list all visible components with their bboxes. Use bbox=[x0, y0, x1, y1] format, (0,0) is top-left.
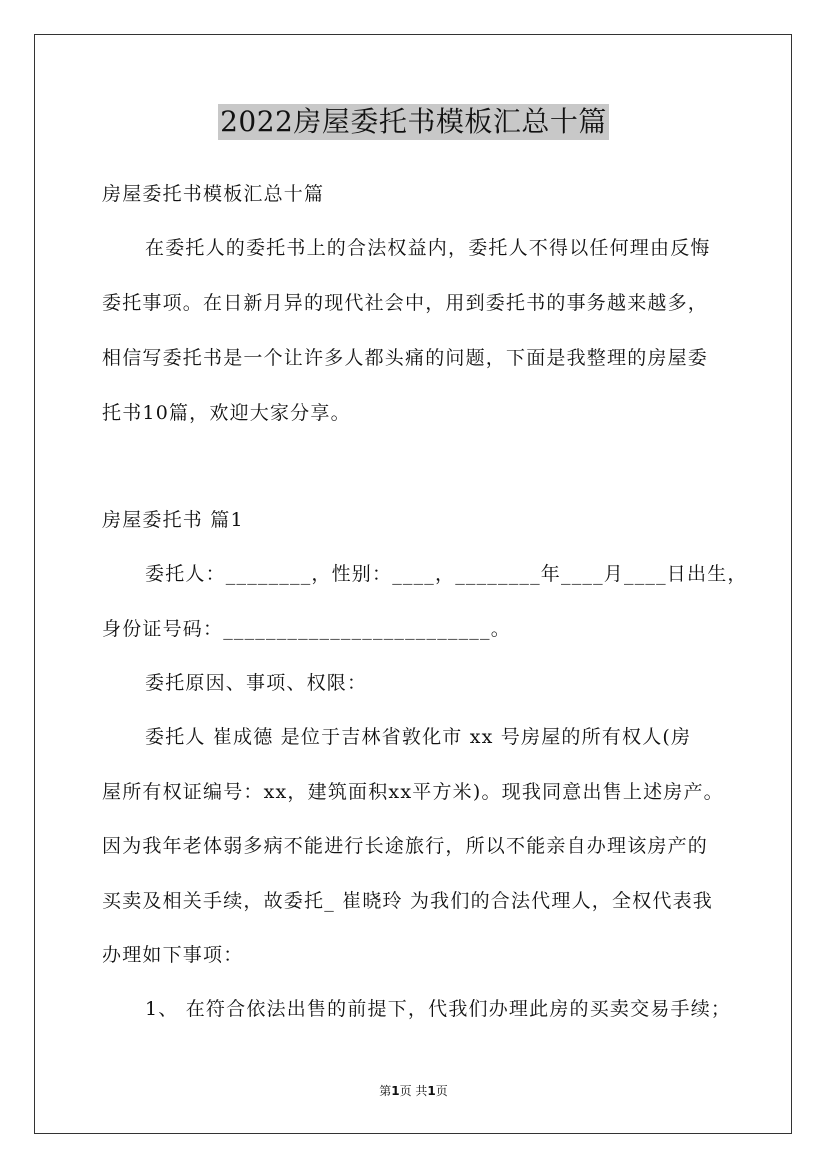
body-line: 屋所有权证编号：xx，建筑面积xx平方米)。现我同意出售上述房产。 bbox=[102, 781, 724, 803]
footer-suffix: 页 bbox=[435, 1084, 448, 1098]
footer-mid: 页 共 bbox=[399, 1084, 428, 1098]
footer-page-total: 1 bbox=[427, 1084, 436, 1098]
body-line: 买卖及相关手续，故委托_ 崔晓玲 为我们的合法代理人，全权代表我 bbox=[102, 890, 713, 912]
list-item: 1、 在符合依法出售的前提下，代我们办理此房的买卖交易手续； bbox=[145, 998, 732, 1020]
footer-page-number: 1 bbox=[391, 1084, 400, 1098]
intro-line: 托书10篇，欢迎大家分享。 bbox=[102, 402, 351, 424]
intro-line: 在委托人的委托书上的合法权益内，委托人不得以任何理由反悔 bbox=[145, 237, 711, 259]
title-container bbox=[0, 104, 827, 140]
principal-id-line: 身份证号码：_________________________。 bbox=[102, 618, 511, 640]
body-line: 办理如下事项： bbox=[102, 944, 244, 966]
page-footer bbox=[0, 1083, 827, 1099]
document-title: 2022房屋委托书模板汇总十篇 bbox=[220, 105, 607, 138]
section-heading: 房屋委托书 篇1 bbox=[102, 509, 244, 531]
intro-line: 委托事项。在日新月异的现代社会中，用到委托书的事务越来越多， bbox=[102, 292, 709, 314]
principal-line: 委托人：________，性别：____，________年____月____日出生， bbox=[145, 563, 748, 585]
body-line: 委托人 崔成德 是位于吉林省敦化市 xx 号房屋的所有权人(房 bbox=[145, 726, 692, 748]
reasons-heading: 委托原因、事项、权限： bbox=[145, 672, 368, 694]
footer-prefix: 第 bbox=[379, 1084, 392, 1098]
intro-line: 相信写委托书是一个让许多人都头痛的问题，下面是我整理的房屋委 bbox=[102, 347, 709, 369]
body-line: 因为我年老体弱多病不能进行长途旅行，所以不能亲自办理该房产的 bbox=[102, 835, 709, 857]
subtitle: 房屋委托书模板汇总十篇 bbox=[102, 183, 325, 205]
